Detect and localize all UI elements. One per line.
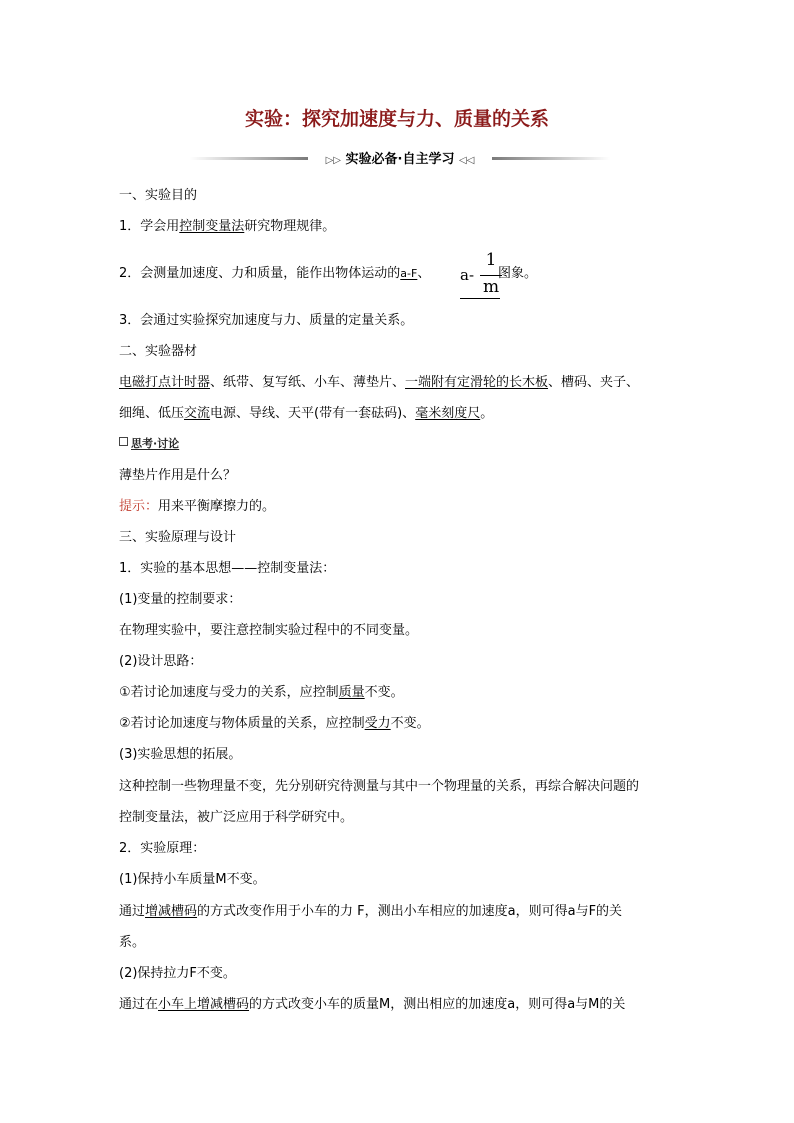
banner-left-rule xyxy=(190,157,308,160)
objective-2-underline: a-F xyxy=(400,267,418,280)
banner-right-arrow-icon: ◁◁ xyxy=(459,155,475,166)
page-title: 实验：探究加速度与力、质量的关系 xyxy=(244,108,549,130)
principle-p14: (2)保持拉力F不变。 xyxy=(119,966,236,981)
p6-text: ②若讨论加速度与物体质量的关系，应控制 xyxy=(119,716,365,731)
equipment-text-4: 电源、导线、天平(带有一套砝码)、 xyxy=(210,406,416,421)
principle-p4: (2)设计思路： xyxy=(119,654,203,669)
objective-1 xyxy=(119,217,335,237)
objective-1-text-end: 研究物理规律。 xyxy=(244,219,336,234)
p5-underline: 质量 xyxy=(338,685,365,700)
p15-text-end: 的方式改变小车的质量M，测出相应的加速度a，则可得a与M的关 xyxy=(249,997,626,1012)
principle-p13: 系。 xyxy=(119,935,146,950)
principle-p12 xyxy=(119,902,622,922)
p15-underline: 小车上增减槽码 xyxy=(158,997,250,1012)
heading-equipment: 二、实验器材 xyxy=(119,344,198,359)
p12-underline: 增减槽码 xyxy=(145,904,198,919)
principle-p15 xyxy=(119,995,625,1015)
objective-2-end: 图象。 xyxy=(498,266,538,281)
equipment-line-1 xyxy=(119,373,639,393)
p5-text: ①若讨论加速度与受力的关系，应控制 xyxy=(119,685,339,700)
equipment-text-5: 。 xyxy=(480,406,494,421)
think-question: 薄垫片作用是什么？ xyxy=(119,468,237,483)
equipment-line-2 xyxy=(119,404,493,424)
p5-text-end: 不变。 xyxy=(364,685,404,700)
objective-3: 3．会通过实验探究加速度与力、质量的定量关系。 xyxy=(119,313,414,328)
banner-text: 实验必备·自主学习 xyxy=(345,152,455,167)
hint-label: 提示： xyxy=(119,499,159,514)
heading-objectives: 一、实验目的 xyxy=(119,188,198,203)
equipment-text: 、纸带、复写纸、小车、薄垫片、 xyxy=(210,375,406,390)
fraction-numerator: 1 xyxy=(485,250,497,270)
principle-p5 xyxy=(119,683,404,703)
equipment-board: 一端附有定滑轮的长木板 xyxy=(405,375,549,390)
principle-p11: (1)保持小车质量M不变。 xyxy=(119,872,266,887)
objective-2 xyxy=(119,264,430,284)
p6-text-end: 不变。 xyxy=(390,716,430,731)
p15-text: 通过在 xyxy=(119,997,159,1012)
think-hint xyxy=(119,497,275,517)
equipment-ac: 交流 xyxy=(184,406,211,421)
fraction-prefix: a- xyxy=(460,266,475,284)
equipment-text-3: 细绳、低压 xyxy=(119,406,185,421)
equipment-timer: 电磁打点计时器 xyxy=(119,375,211,390)
equipment-ruler: 毫米刻度尺 xyxy=(415,406,481,421)
banner-label xyxy=(308,148,492,167)
banner-left-arrow-icon: ▷▷ xyxy=(325,155,341,166)
p12-text-end: 的方式改变作用于小车的力 F，测出小车相应的加速度a，则可得a与F的关 xyxy=(197,904,623,919)
fraction-denominator: m xyxy=(482,277,500,297)
heading-principle: 三、实验原理与设计 xyxy=(119,530,237,545)
objective-1-text: 1．学会用 xyxy=(119,219,180,234)
principle-p3: 在物理实验中，要注意控制实验过程中的不同变量。 xyxy=(119,623,419,638)
principle-p6 xyxy=(119,714,430,734)
objective-1-underline: 控制变量法 xyxy=(179,219,245,234)
banner-right-rule xyxy=(492,157,610,160)
principle-p8: 这种控制一些物理量不变，先分别研究待测量与其中一个物理量的关系，再综合解决问题的 xyxy=(119,779,640,794)
objective-2-text: 2．会测量加速度、力和质量，能作出物体运动的 xyxy=(119,266,401,281)
principle-p10: 2．实验原理： xyxy=(119,841,206,856)
principle-p7: (3)实验思想的拓展。 xyxy=(119,747,242,762)
p6-underline: 受力 xyxy=(364,716,391,731)
objective-2-sep: 、 xyxy=(417,266,431,281)
equipment-text-2: 、槽码、夹子、 xyxy=(548,375,640,390)
principle-p9: 控制变量法，被广泛应用于科学研究中。 xyxy=(119,810,354,825)
principle-p1: 1．实验的基本思想——控制变量法： xyxy=(119,561,336,576)
hint-text: 用来平衡摩擦力的。 xyxy=(158,499,276,514)
section-banner xyxy=(190,147,610,169)
think-discuss-text: 思考·讨论 xyxy=(131,437,180,450)
fraction-underline xyxy=(460,298,500,299)
principle-p2: (1)变量的控制要求： xyxy=(119,592,242,607)
p12-text: 通过 xyxy=(119,904,146,919)
square-icon xyxy=(119,437,128,446)
think-discuss-label xyxy=(119,434,179,454)
